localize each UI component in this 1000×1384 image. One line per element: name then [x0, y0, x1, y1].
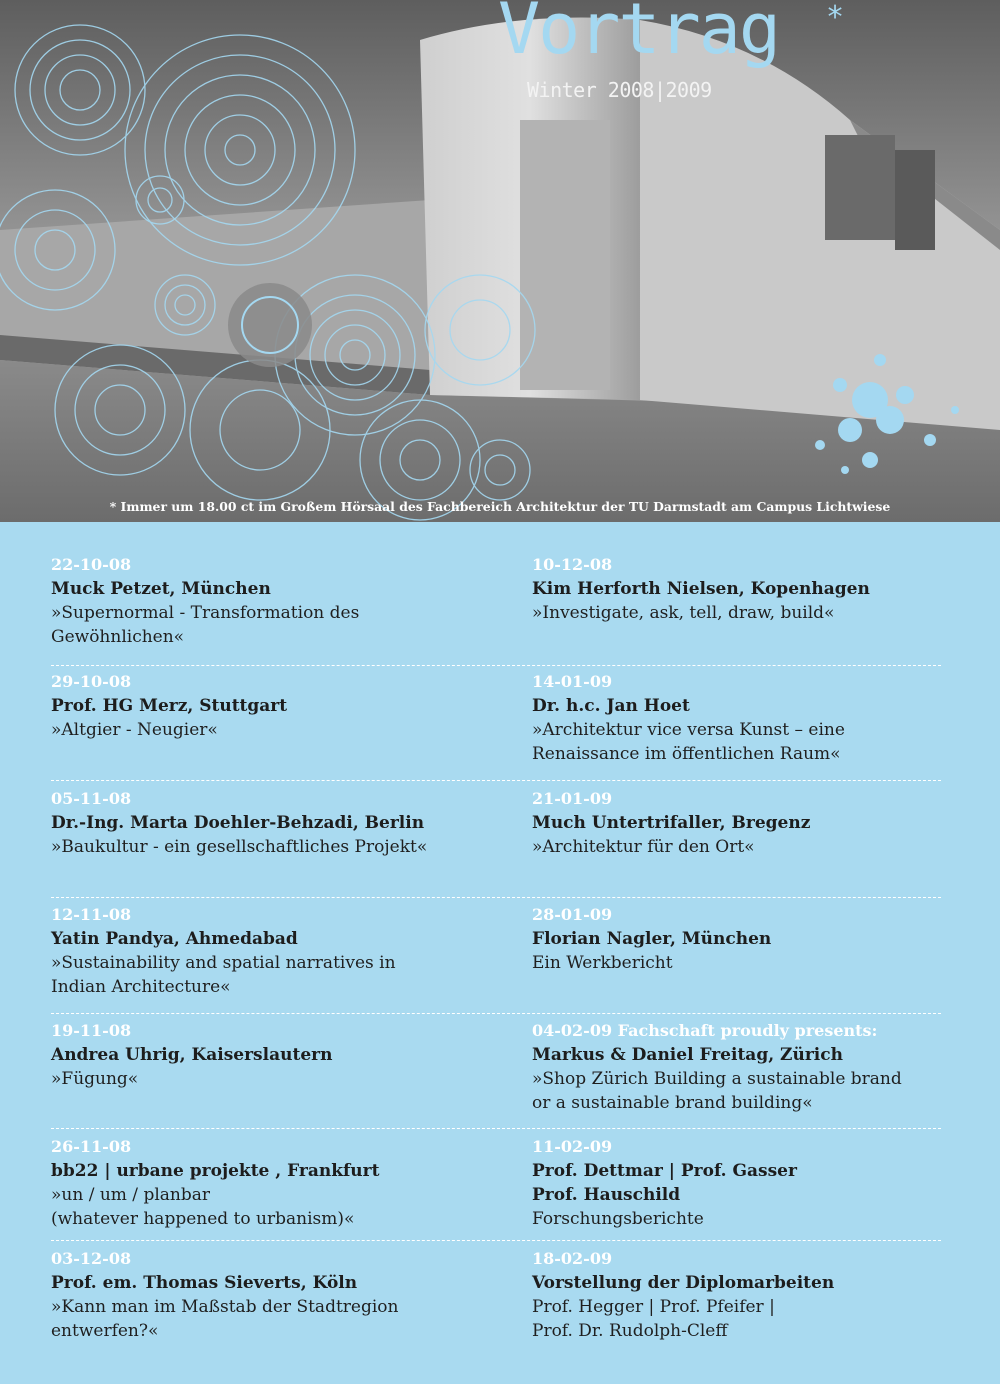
page-title: Vortrag [498, 0, 780, 70]
lecture-entry [51, 670, 287, 742]
lecture-title: Prof. Hegger | Prof. Pfeifer | [532, 1297, 775, 1317]
dashed-divider [51, 665, 941, 666]
lecture-date: 26-11-08 [51, 1137, 132, 1156]
lecture-entry [532, 903, 771, 975]
dashed-divider [51, 780, 941, 781]
lecture-title: »Altgier - Neugier« [51, 720, 218, 740]
lecture-entry [51, 1135, 379, 1231]
lecture-speaker: bb22 | urbane projekte , Frankfurt [51, 1161, 380, 1181]
lecture-title: »Baukultur - ein gesellschaftliches Projekt« [51, 837, 428, 857]
page-subtitle: Winter 2008|2009 [527, 78, 712, 102]
lecture-title: »Shop Zürich Building a sustainable brand [532, 1069, 902, 1089]
lecture-title: Indian Architecture« [51, 977, 231, 997]
lecture-entry [532, 670, 845, 766]
lecture-speaker: Vorstellung der Diplomarbeiten [532, 1273, 835, 1293]
lecture-speaker: Kim Herforth Nielsen, Kopenhagen [532, 579, 870, 599]
lecture-speaker: Dr. h.c. Jan Hoet [532, 696, 690, 716]
lecture-date: 18-02-09 [532, 1249, 613, 1268]
lecture-date: 11-02-09 [532, 1137, 613, 1156]
lecture-speaker: Florian Nagler, München [532, 929, 772, 949]
lecture-speaker: Dr.-Ing. Marta Doehler-Behzadi, Berlin [51, 813, 425, 833]
lecture-title: Renaissance im öffentlichen Raum« [532, 744, 841, 764]
lecture-title: (whatever happened to urbanism)« [51, 1209, 355, 1229]
lecture-speaker: Andrea Uhrig, Kaiserslautern [51, 1045, 333, 1065]
lecture-date: 10-12-08 [532, 555, 613, 574]
lecture-speaker: Muck Petzet, München [51, 579, 271, 599]
lecture-entry [51, 1019, 332, 1091]
lecture-title: »un / um / planbar [51, 1185, 210, 1205]
lecture-entry [532, 787, 810, 859]
lecture-entry [532, 1019, 902, 1115]
lecture-title: »Architektur für den Ort« [532, 837, 755, 857]
lecture-date: 21-01-09 [532, 789, 613, 808]
lecture-date: 29-10-08 [51, 672, 132, 691]
lecture-speaker: Yatin Pandya, Ahmedabad [51, 929, 298, 949]
lecture-date: 22-10-08 [51, 555, 132, 574]
dashed-divider [51, 897, 941, 898]
lecture-date: 19-11-08 [51, 1021, 132, 1040]
lecture-entry [532, 553, 870, 625]
building-photo-illustration [0, 0, 1000, 522]
lecture-title: Gewöhnlichen« [51, 627, 185, 647]
lecture-entry [51, 553, 359, 649]
lecture-speaker: Prof. em. Thomas Sieverts, Köln [51, 1273, 358, 1293]
dashed-divider [51, 1013, 941, 1014]
lecture-title: Prof. Dr. Rudolph-Cleff [532, 1321, 728, 1341]
lecture-title: »Supernormal - Transformation des [51, 603, 360, 623]
header-photo [0, 0, 1000, 522]
lecture-title: Ein Werkbericht [532, 953, 673, 973]
lecture-title: entwerfen?« [51, 1321, 159, 1341]
lecture-entry [51, 1247, 398, 1343]
lecture-entry [51, 787, 427, 859]
lecture-speaker: Much Untertrifaller, Bregenz [532, 813, 811, 833]
lecture-title: »Investigate, ask, tell, draw, build« [532, 603, 835, 623]
lecture-date: 12-11-08 [51, 905, 132, 924]
lecture-title: »Sustainability and spatial narratives in [51, 953, 396, 973]
lecture-entry [532, 1247, 834, 1343]
lecture-date: 05-11-08 [51, 789, 132, 808]
dashed-divider [51, 1128, 941, 1129]
lecture-date: 28-01-09 [532, 905, 613, 924]
lecture-title: or a sustainable brand building« [532, 1093, 813, 1113]
lecture-date: 14-01-09 [532, 672, 613, 691]
dashed-divider [51, 1240, 941, 1241]
lecture-speaker: Prof. HG Merz, Stuttgart [51, 696, 288, 716]
location-footnote: * Immer um 18.00 ct im Großem Hörsaal des Fachbereich Architektur der TU Darmstadt am Campus Lichtwiese [109, 499, 891, 514]
lecture-title: »Fügung« [51, 1069, 139, 1089]
title-asterisk: * [826, 0, 845, 35]
lecture-title: »Architektur vice versa Kunst – eine [532, 720, 845, 740]
lecture-speaker: Prof. Dettmar | Prof. Gasser [532, 1161, 797, 1181]
lecture-title: »Kann man im Maßstab der Stadtregion [51, 1297, 399, 1317]
lecture-speaker: Markus & Daniel Freitag, Zürich [532, 1045, 843, 1065]
lecture-title: Forschungsberichte [532, 1209, 704, 1229]
lecture-date: 04-02-09 Fachschaft proudly presents: [532, 1021, 878, 1040]
lecture-entry [532, 1135, 797, 1231]
lecture-date: 03-12-08 [51, 1249, 132, 1268]
lecture-entry [51, 903, 396, 999]
lecture-speaker: Prof. Hauschild [532, 1185, 681, 1205]
